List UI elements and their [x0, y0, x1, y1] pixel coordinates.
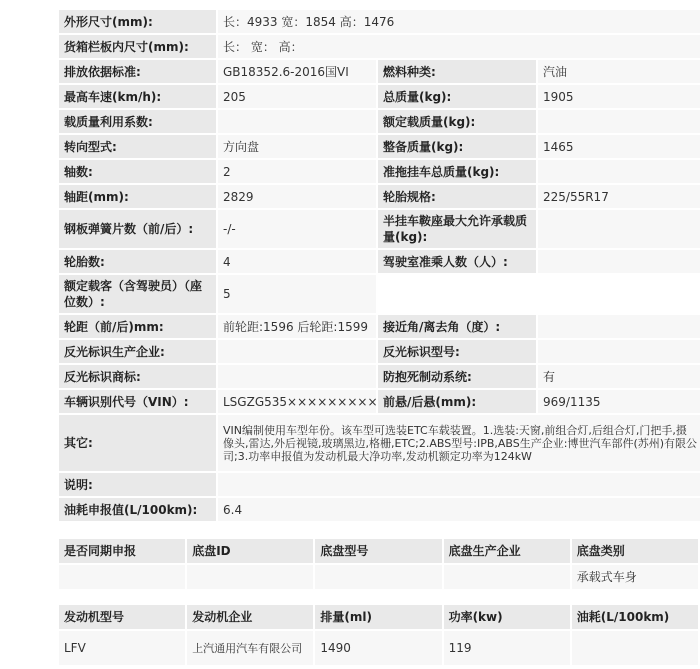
param-label: 总质量(kg): [378, 85, 536, 108]
table-cell [572, 631, 698, 665]
param-label: 轮距（前/后)mm: [59, 315, 216, 338]
table-row [59, 275, 700, 313]
column-header-cell [572, 605, 698, 629]
other-label: 其它: [59, 415, 216, 471]
other-value: VIN编制使用车型年份。该车型可选装ETC车载装置。1.选装:天窗,前组合灯,后组合灯,门把手,摄像头,雷达,外后视镜,玻璃黑边,格栅,ETC;2.ABS型号:IPB,ABS生产企业:博世汽车部件(苏州)有限公司;3.功率申报值为发动机最大净功率,发动机额定功率为124kW [218, 415, 700, 471]
param-label: 载质量利用系数: [59, 110, 216, 133]
table-header-row [59, 539, 698, 563]
param-value: 有 [538, 365, 700, 388]
param-label: 额定载质量(kg): [378, 110, 536, 133]
param-value: 汽油 [538, 60, 700, 83]
note-label: 说明: [59, 473, 216, 496]
param-label: 反光标识生产企业: [59, 340, 216, 363]
table-row [59, 10, 700, 33]
table-row [59, 340, 700, 363]
param-value: -/- [218, 210, 376, 248]
param-label: 驾驶室准乘人数（人）: [378, 250, 536, 273]
table-row [59, 365, 700, 388]
param-label: 最高车速(km/h): [59, 85, 216, 108]
param-value: LSGZG535××××××××× [218, 390, 376, 413]
column-header: 底盘型号 [315, 539, 441, 563]
column-header: 底盘ID [187, 539, 313, 563]
param-label: 前悬/后悬(mm): [378, 390, 536, 413]
table-row [59, 415, 700, 471]
param-value: 2 [218, 160, 376, 183]
table-cell: 承载式车身 [572, 565, 698, 589]
param-value: 1905 [538, 85, 700, 108]
table-row [59, 160, 700, 183]
table-row [59, 60, 700, 83]
param-value [538, 160, 700, 183]
table-cell: 119 [444, 631, 570, 665]
param-value [218, 110, 376, 133]
param-label: 反光标识型号: [378, 340, 536, 363]
table-header-row [59, 605, 698, 629]
param-label: 轴数: [59, 160, 216, 183]
param-label [378, 275, 536, 313]
param-value [218, 340, 376, 363]
table-row [59, 473, 700, 496]
param-label: 轴距(mm): [59, 185, 216, 208]
column-header: 发动机企业 [187, 605, 313, 629]
table-row [59, 85, 700, 108]
fuel-value: 6.4 [218, 498, 700, 521]
note-value [218, 473, 700, 496]
table-row [59, 315, 700, 338]
param-value: 5 [218, 275, 376, 313]
param-label: 准拖挂车总质量(kg): [378, 160, 536, 183]
table-row [59, 565, 698, 589]
engine-body [59, 605, 698, 665]
table-cell [59, 565, 185, 589]
param-label: 外形尺寸(mm): [59, 10, 216, 33]
param-label: 半挂车鞍座最大允许承载质量(kg): [378, 210, 536, 248]
column-header: 功率(kw) [444, 605, 570, 629]
param-label: 车辆识别代号（VIN）: [59, 390, 216, 413]
param-value: 225/55R17 [538, 185, 700, 208]
param-value [538, 340, 700, 363]
table-row [59, 35, 700, 58]
param-value: 969/1135 [538, 390, 700, 413]
column-header: 油耗(L/100km) [576, 609, 670, 624]
chassis-body [59, 539, 698, 589]
vehicle-params-table [57, 8, 700, 523]
param-value: 前轮距:1596 后轮距:1599 [218, 315, 376, 338]
param-label: 整备质量(kg): [378, 135, 536, 158]
param-label: 轮胎数: [59, 250, 216, 273]
table-row [59, 135, 700, 158]
param-value: 2829 [218, 185, 376, 208]
param-label: 反光标识商标: [59, 365, 216, 388]
table-row [59, 185, 700, 208]
param-label: 转向型式: [59, 135, 216, 158]
param-value [538, 250, 700, 273]
param-label: 钢板弹簧片数（前/后）: [59, 210, 216, 248]
param-label: 货箱栏板内尺寸(mm): [59, 35, 216, 58]
vehicle-params-body [59, 10, 700, 521]
column-header: 底盘类别 [572, 539, 698, 563]
param-label: 排放依据标准: [59, 60, 216, 83]
param-value [218, 365, 376, 388]
column-header: 排量(ml) [315, 605, 441, 629]
param-value [538, 275, 700, 313]
param-value: 4 [218, 250, 376, 273]
param-value: 方向盘 [218, 135, 376, 158]
fuel-label: 油耗申报值(L/100km): [59, 498, 216, 521]
table-row [59, 210, 700, 248]
param-label: 接近角/离去角（度）: [378, 315, 536, 338]
table-cell: 上汽通用汽车有限公司 [187, 631, 313, 665]
param-value: 1465 [538, 135, 700, 158]
table-row [59, 110, 700, 133]
param-label: 燃料种类: [378, 60, 536, 83]
table-cell [315, 565, 441, 589]
param-label: 轮胎规格: [378, 185, 536, 208]
param-value [538, 110, 700, 133]
table-cell [444, 565, 570, 589]
column-header: 发动机型号 [59, 605, 185, 629]
param-value: 长：4933 宽：1854 高：1476 [218, 10, 700, 33]
param-value [538, 315, 700, 338]
table-row [59, 498, 700, 521]
param-value: 205 [218, 85, 376, 108]
param-value [538, 210, 700, 248]
param-label: 防抱死制动系统: [378, 365, 536, 388]
column-header: 是否同期申报 [59, 539, 185, 563]
param-value: GB18352.6-2016国VI [218, 60, 376, 83]
table-row [59, 250, 700, 273]
param-value: 长： 宽： 高： [218, 35, 700, 58]
column-header: 底盘生产企业 [444, 539, 570, 563]
param-label: 额定载客（含驾驶员）（座位数）: [59, 275, 216, 313]
engine-table [57, 603, 700, 667]
table-cell: LFV [59, 631, 185, 665]
table-row [59, 390, 700, 413]
spec-sheet [57, 8, 700, 667]
table-cell: 1490 [315, 631, 441, 665]
chassis-table [57, 537, 700, 591]
table-cell [187, 565, 313, 589]
table-row [59, 631, 698, 665]
